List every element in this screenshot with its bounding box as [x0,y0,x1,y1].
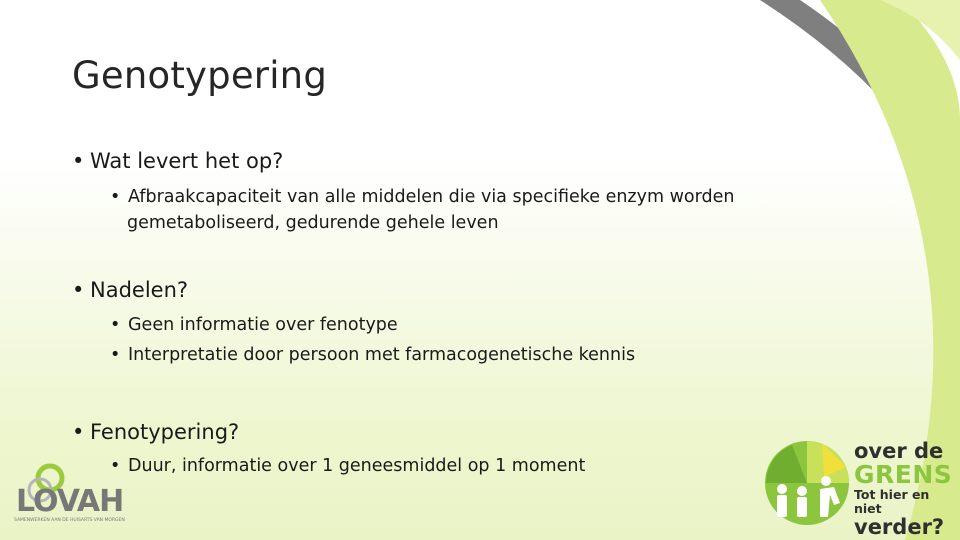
bullet-nadelen [72,278,188,302]
grens-line-grens: GRENS [854,460,953,489]
bullet-dot: • [72,149,85,173]
subbullet-text: Interpretatie door persoon met farmacogenetische kennis [128,345,636,365]
slide-title: Genotypering [72,54,328,97]
grens-line-tot-hier: Tot hier en niet [854,487,930,516]
subbullet-geen-informatie [110,312,398,338]
bullet-text: Fenotypering? [90,420,240,444]
bullet-text: Wat levert het op? [90,149,284,173]
subbullet-text: Duur, informatie over 1 geneesmiddel op 1 moment [128,456,586,476]
subbullet-text: Afbraakcapaciteit van alle middelen die via specifieke enzym worden [128,187,735,207]
bullet-dot: • [110,456,121,476]
bullet-wat-levert-het-op [72,149,283,173]
subbullet-afbraakcapaciteit [110,184,734,236]
bullet-fenotypering [72,420,239,444]
bullet-text: Nadelen? [90,278,189,302]
lovah-logo-text: LOVAH [16,484,124,519]
grens-line-over-de: over de [854,439,944,463]
over-de-grens-logo-text [854,440,960,538]
bullet-dot: • [72,420,85,444]
bullet-dot: • [110,345,121,365]
over-de-grens-logo-mark [762,437,852,527]
bullet-dot: • [110,315,121,335]
bullet-dot: • [110,187,121,207]
subbullet-duur [110,453,585,479]
subbullet-interpretatie [110,342,635,368]
subbullet-text-continued: gemetaboliseerd, gedurende gehele leven [127,213,499,233]
lovah-tagline: SAMENWERKEN AAN DE HUISARTS VAN MORGEN [14,518,125,523]
bullet-dot: • [72,278,85,302]
grens-line-verder: verder? [854,515,945,539]
subbullet-text: Geen informatie over fenotype [128,315,398,335]
